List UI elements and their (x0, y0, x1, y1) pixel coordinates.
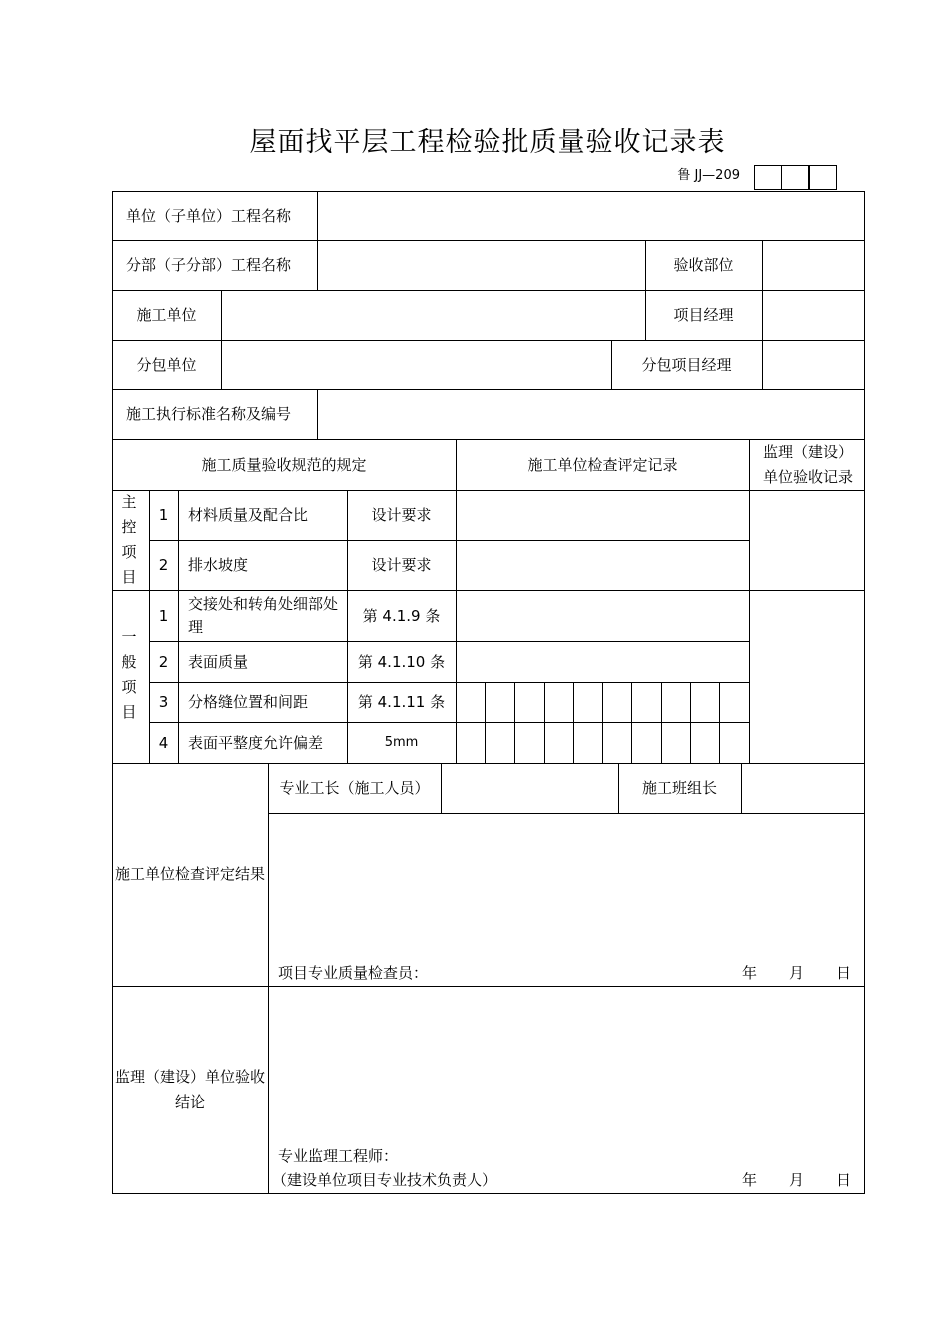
main-item-no: 1 (158, 506, 169, 524)
conclusion-label: 监理（建设）单位验收结论 (114, 1068, 265, 1111)
main-items-supervision-field[interactable] (749, 490, 865, 590)
sub-project-name-label: 分部（子分部）工程名称 (126, 256, 292, 274)
main-item-requirement: 设计要求 (371, 506, 432, 524)
general-item-no: 2 (158, 652, 169, 671)
general-item-requirement: 第 4.1.11 条 (357, 693, 446, 711)
general-item-record[interactable] (456, 590, 749, 641)
code-box-1[interactable] (754, 165, 782, 190)
main-item-name: 材料质量及配合比 (188, 506, 309, 524)
owner-representative-label: （建设单位项目专业技术负责人） (272, 1171, 498, 1189)
subcontract-unit-label: 分包单位 (136, 355, 197, 374)
code-box-3[interactable] (809, 165, 837, 190)
general-item-name: 表面质量 (188, 652, 249, 671)
acceptance-part-label: 验收部位 (673, 256, 734, 274)
sub-project-name-field[interactable] (317, 240, 645, 290)
year-label: 年 (741, 1171, 757, 1189)
general-item-requirement: 5mm (384, 734, 419, 750)
main-item-name: 排水坡度 (188, 556, 249, 574)
standard-name-field[interactable] (317, 389, 865, 439)
project-manager-label: 项目经理 (673, 306, 734, 324)
main-item-requirement: 设计要求 (371, 556, 432, 574)
construction-unit-label: 施工单位 (136, 306, 197, 324)
check-result-label: 施工单位检查评定结果 (114, 865, 265, 883)
main-items-label: 主控项目 (121, 493, 137, 586)
foreman-field[interactable] (441, 763, 618, 813)
general-item-no: 3 (158, 693, 169, 711)
unit-project-name-field[interactable] (317, 191, 865, 240)
general-item-name: 分格缝位置和间距 (188, 693, 309, 711)
general-items-supervision-field[interactable] (749, 590, 865, 763)
general-item-requirement: 第 4.1.9 条 (362, 606, 441, 625)
subcontract-manager-field[interactable] (762, 340, 865, 389)
general-item-no: 4 (158, 733, 169, 752)
main-item-no: 2 (158, 556, 169, 574)
conclusion-date (700, 1167, 865, 1193)
unit-project-name-label: 单位（子单位）工程名称 (126, 206, 292, 225)
general-item-no: 1 (158, 606, 169, 625)
main-item-record[interactable] (456, 490, 749, 540)
main-item-record[interactable] (456, 540, 749, 590)
conclusion-field[interactable] (268, 986, 865, 1141)
general-items-label: 一般项目 (121, 628, 137, 721)
check-result-field[interactable] (268, 813, 865, 958)
general-item-name: 交接处和转角处细部处理 (188, 594, 339, 636)
foreman-label: 专业工长（施工人员） (279, 779, 430, 797)
inspector-label: 项目专业质量检查员： (278, 964, 429, 982)
check-date (700, 960, 865, 986)
project-manager-field[interactable] (762, 290, 865, 340)
check-record-column-header: 施工单位检查评定记录 (527, 455, 678, 474)
month-label: 月 (788, 1171, 804, 1189)
standard-name-label: 施工执行标准名称及编号 (126, 405, 292, 423)
construction-unit-field[interactable] (221, 290, 645, 340)
supervision-engineer-label: 专业监理工程师： (278, 1147, 399, 1165)
form-code: 鲁 JJ—209 (677, 168, 740, 183)
subcontract-unit-field[interactable] (221, 340, 611, 389)
subcontract-manager-label: 分包项目经理 (641, 355, 732, 374)
supervision-record-column-header: 监理（建设）单位验收记录 (762, 442, 853, 486)
month-label: 月 (788, 964, 804, 982)
day-label: 日 (835, 1171, 851, 1189)
general-item-record[interactable] (456, 641, 749, 682)
team-leader-label: 施工班组长 (641, 779, 717, 797)
team-leader-field[interactable] (741, 763, 865, 813)
general-item-requirement: 第 4.1.10 条 (357, 652, 446, 671)
year-label: 年 (741, 964, 757, 982)
day-label: 日 (835, 964, 851, 982)
form-title: 屋面找平层工程检验批质量验收记录表 (249, 127, 726, 158)
acceptance-part-field[interactable] (762, 240, 865, 290)
spec-column-header: 施工质量验收规范的规定 (201, 455, 367, 474)
general-item-name: 表面平整度允许偏差 (188, 733, 324, 752)
code-box-2[interactable] (781, 165, 809, 190)
